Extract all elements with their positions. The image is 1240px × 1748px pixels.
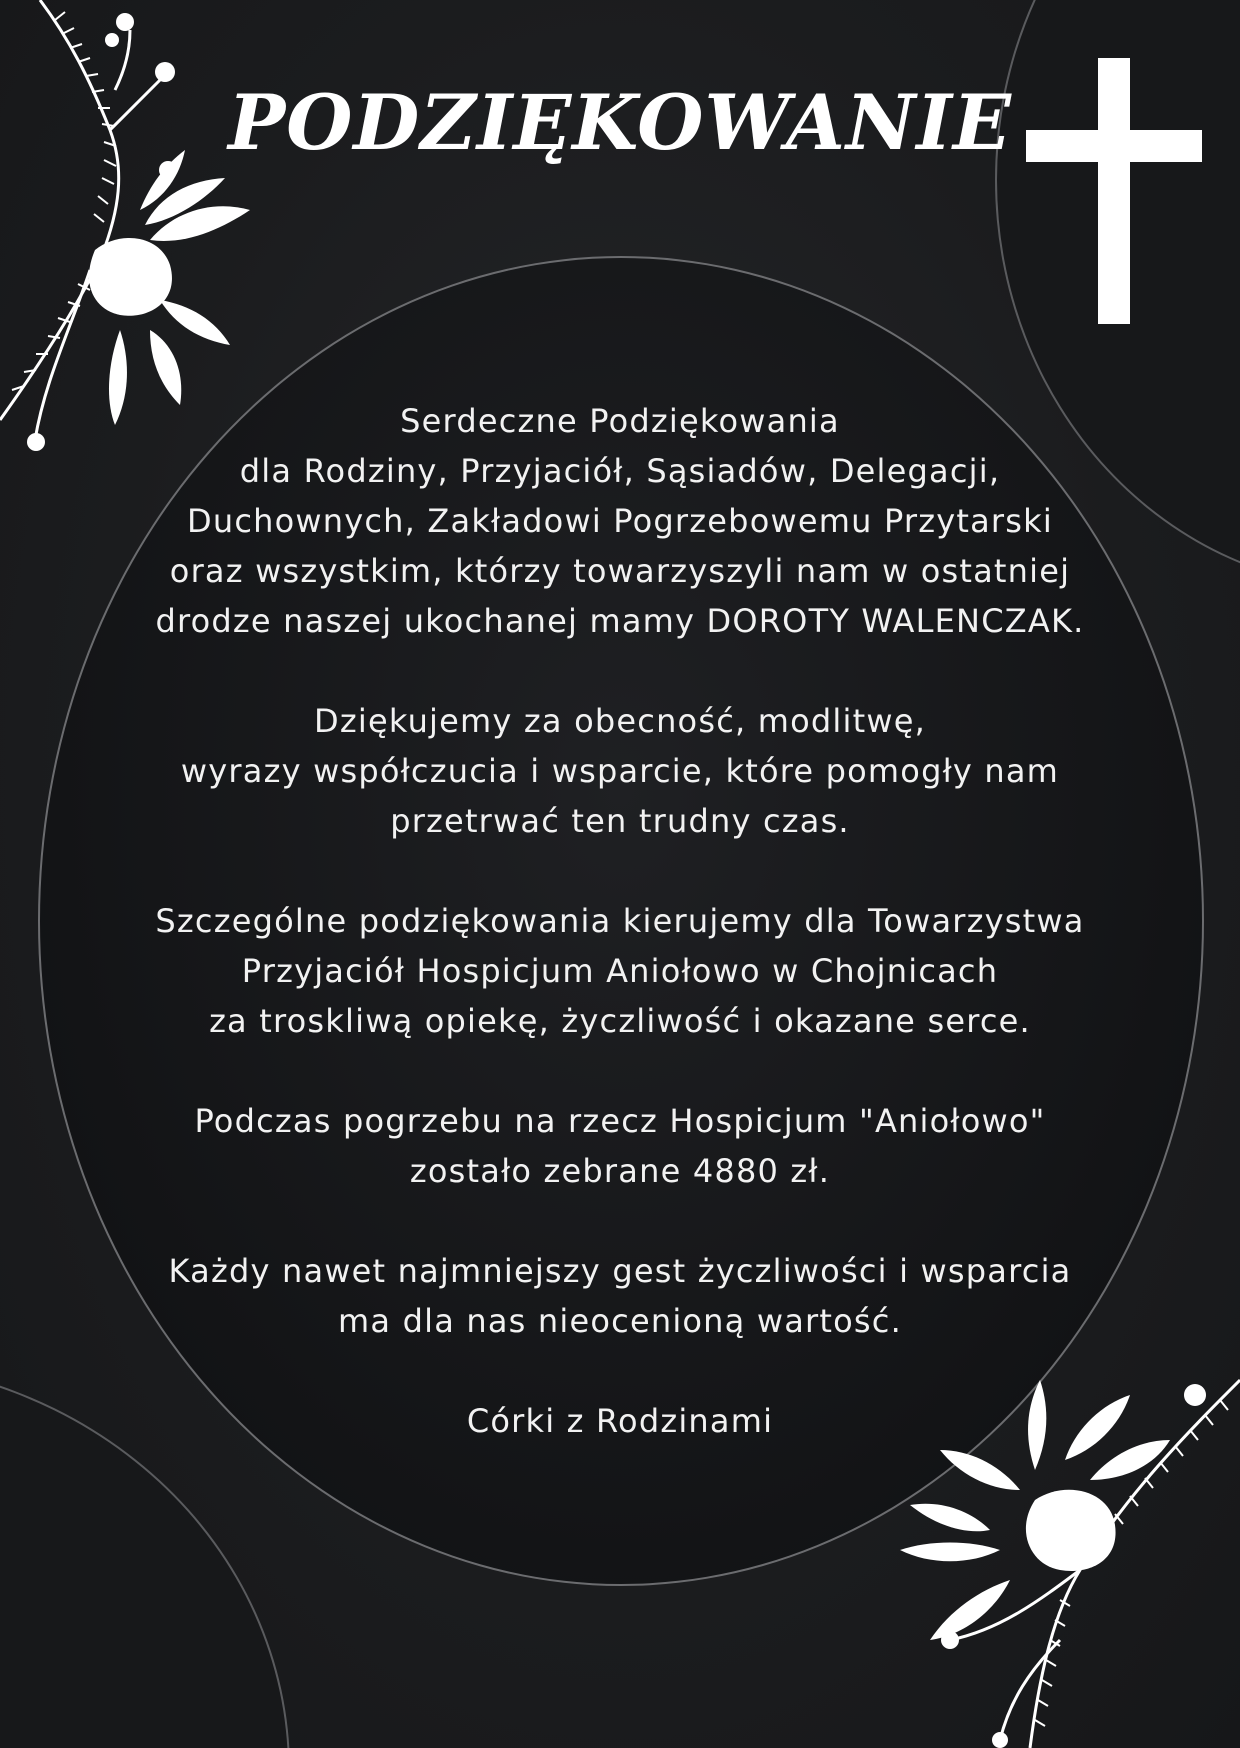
text-line: Córki z Rodzinami [466,1402,774,1440]
text-line: ma dla nas nieocenioną wartość. [338,1302,902,1340]
text-line: za troskliwą opiekę, życzliwość i okazane serce. [209,1002,1031,1040]
text-line: zostało zebrane 4880 zł. [409,1152,831,1190]
paragraph [120,696,1120,846]
text-line: dla Rodziny, Przyjaciół, Sąsiadów, Delegacji, [239,452,1001,490]
text-line: przetrwać ten trudny czas. [390,802,850,840]
cross-icon [1026,58,1202,324]
paragraph [120,896,1120,1046]
signature [120,1396,1120,1446]
text-line: oraz wszystkim, którzy towarzyszyli nam w ostatniej [169,552,1071,590]
text-line: Przyjaciół Hospicjum Aniołowo w Chojnicach [241,952,999,990]
text-line: Dziękujemy za obecność, modlitwę, [314,702,926,740]
thank-you-message [120,396,1120,1496]
paragraph [120,396,1120,646]
text-line: drodze naszej ukochanej mamy DOROTY WALENCZAK. [155,602,1085,640]
text-line: Duchownych, Zakładowi Pogrzebowemu Przytarski [187,502,1053,540]
page-title: PODZIĘKOWANIE [228,78,1012,167]
text-line: Serdeczne Podziękowania [400,402,840,440]
text-line: Szczególne podziękowania kierujemy dla Towarzystwa [155,902,1085,940]
text-line: wyrazy współczucia i wsparcie, które pomogły nam [180,752,1060,790]
text-line: Podczas pogrzebu na rzecz Hospicjum "Aniołowo" [194,1102,1046,1140]
paragraph [120,1246,1120,1346]
paragraph [120,1096,1120,1196]
text-line: Każdy nawet najmniejszy gest życzliwości i wsparcia [168,1252,1072,1290]
